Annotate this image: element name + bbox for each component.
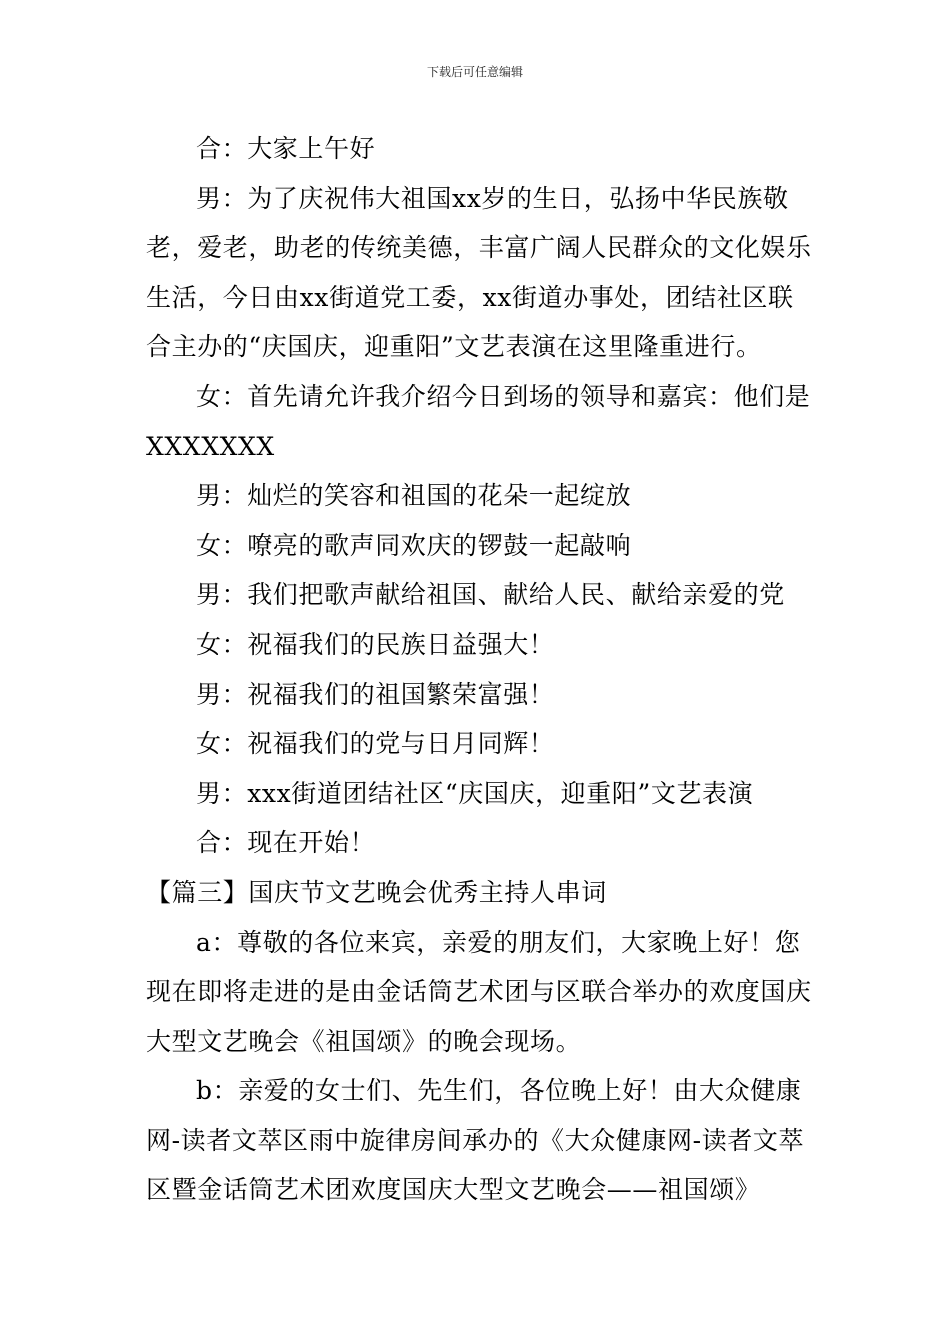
paragraph: 合：大家上午好	[196, 134, 376, 163]
paragraph: 男：灿烂的笑容和祖国的花朵一起绽放	[196, 481, 632, 511]
paragraph: 女：嘹亮的歌声同欢庆的锣鼓一起敲响	[196, 530, 632, 560]
paragraph: 女：祝福我们的党与日月同辉！	[196, 729, 555, 759]
paragraph: 合：现在开始！	[196, 828, 376, 858]
paragraph: 女：祝福我们的民族日益强大！	[196, 629, 555, 659]
paragraph: a：尊敬的各位来宾，亲爱的朋友们，大家晚上好！您现在即将走进的是由金话筒艺术团与区联合举办的欢度国庆大型文艺晚会《祖国颂》的晚会现场。	[146, 927, 812, 1056]
paragraph: 男：xxx街道团结社区“庆国庆，迎重阳”文艺表演	[196, 778, 754, 808]
document-body	[146, 124, 816, 1215]
paragraph: 男：祝福我们的祖国繁荣富强！	[196, 679, 555, 709]
paragraph: 女：首先请允许我介绍今日到场的领导和嘉宾：他们是XXXXXXX	[146, 381, 811, 461]
paragraph: 男：为了庆祝伟大祖国xx岁的生日，弘扬中华民族敬老，爱老，助老的传统美德，丰富广阔人民群众的文化娱乐生活，今日由xx街道党工委，xx街道办事处，团结社区联合主办的“庆国庆，迎重阳”文艺表演在这里隆重进行。	[146, 183, 812, 362]
paragraph: 男：我们把歌声献给祖国、献给人民、献给亲爱的党	[196, 580, 785, 610]
section-heading: 【篇三】国庆节文艺晚会优秀主持人串词	[146, 877, 607, 907]
page-header: 下载后可任意编辑	[426, 65, 523, 79]
paragraph: b：亲爱的女士们、先生们，各位晚上好！由大众健康网-读者文萃区雨中旋律房间承办的《大众健康网-读者文萃区暨金话筒艺术团欢度国庆大型文艺晚会——祖国颂》	[146, 1076, 805, 1205]
